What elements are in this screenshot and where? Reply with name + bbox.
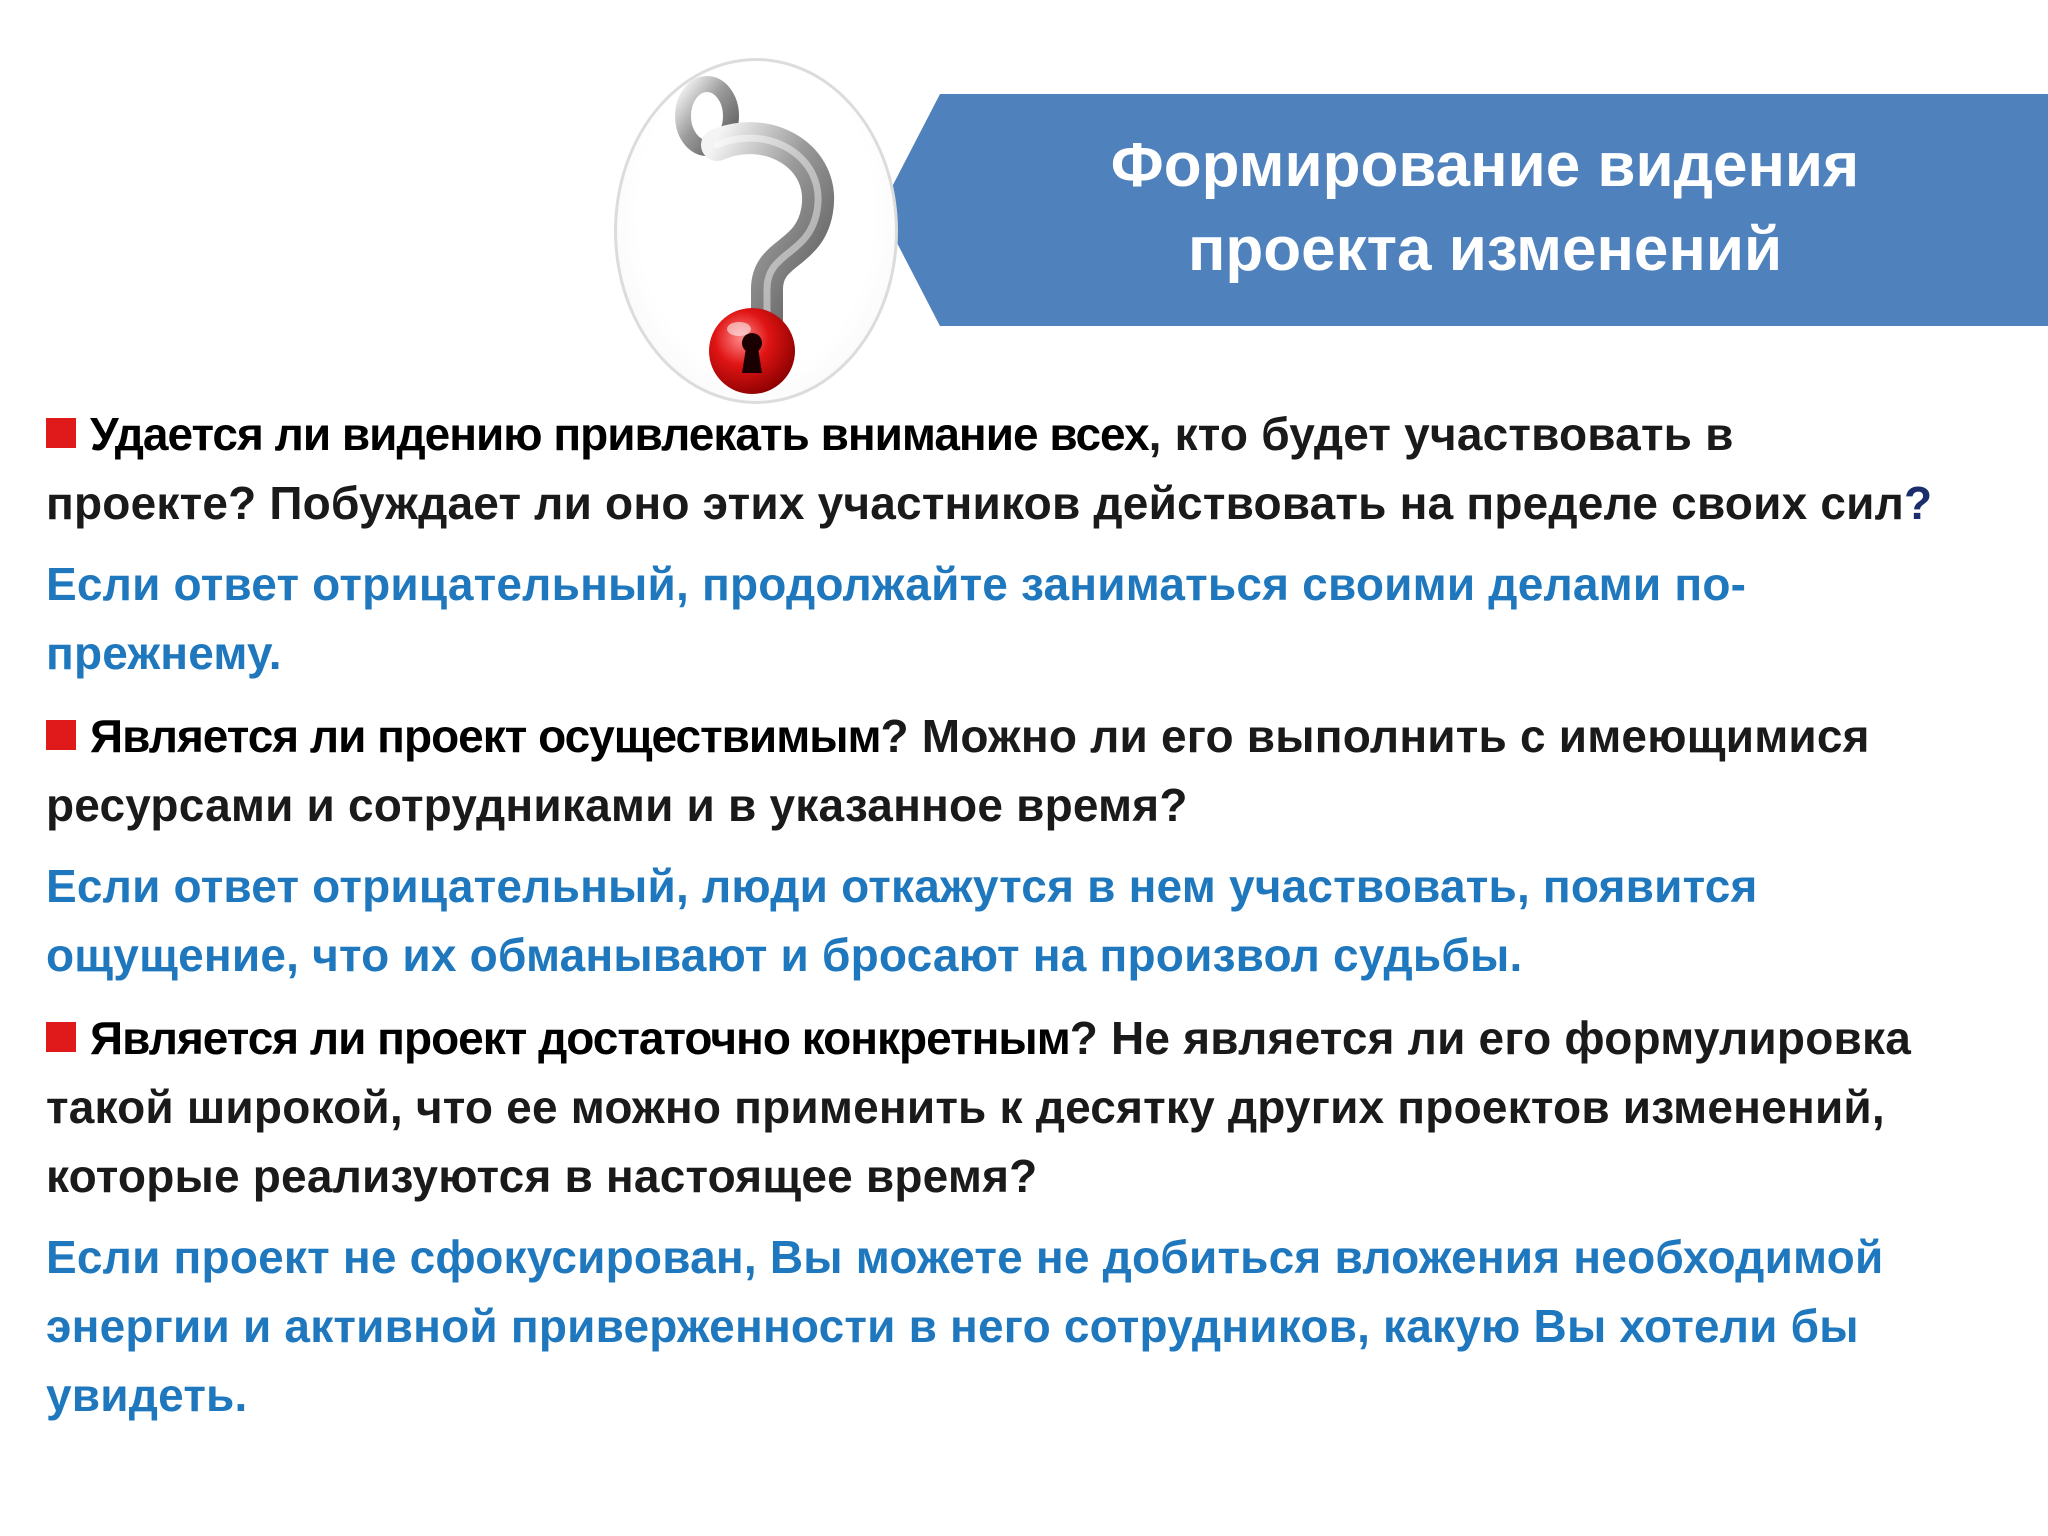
question-1-text: , кто будет участвовать в проекте? Побуждает ли оно этих участников действовать на пределе своих сил — [46, 408, 1905, 529]
title-line-2: проекта изменений — [1187, 215, 1783, 284]
answer-2: Если ответ отрицательный, люди откажутся в нем участвовать, появится ощущение, что их обманывают и бросают на произвол судьбы. — [46, 860, 1758, 981]
question-1 — [46, 400, 1946, 538]
answer-3: Если проект не сфокусирован, Вы можете не добиться вложения необходимой энергии и активной приверженности в него сотрудников, какую Вы хотели бы увидеть. — [46, 1231, 1884, 1421]
question-1-bold: Удается ли видению привлекать внимание всех — [90, 408, 1149, 460]
slide-title — [1010, 124, 1960, 292]
red-square-bullet-icon — [46, 720, 76, 750]
question-mark-key-icon — [614, 58, 898, 404]
title-line-1: Формирование видения — [1110, 131, 1860, 200]
question-2-bold: Является ли проект осуществимым — [90, 710, 881, 762]
question-2 — [46, 702, 1946, 840]
question-3 — [46, 1004, 1946, 1211]
content — [46, 400, 1946, 1430]
question-3-bold: Является ли проект достаточно конкретным — [90, 1012, 1070, 1064]
question-3-text: ? Не является ли его формулировка такой широкой, что ее можно применить к десятку других проектов изменений, которые реализуются в настоящее время? — [46, 1012, 1911, 1202]
red-square-bullet-icon — [46, 418, 76, 448]
answer-1: Если ответ отрицательный, продолжайте заниматься своими делами по-прежнему. — [46, 558, 1747, 679]
red-square-bullet-icon — [46, 1022, 76, 1052]
question-1-mark: ? — [1904, 477, 1933, 529]
question-2-text: ? Можно ли его выполнить с имеющимися ресурсами и сотрудниками и в указанное время? — [46, 710, 1870, 831]
